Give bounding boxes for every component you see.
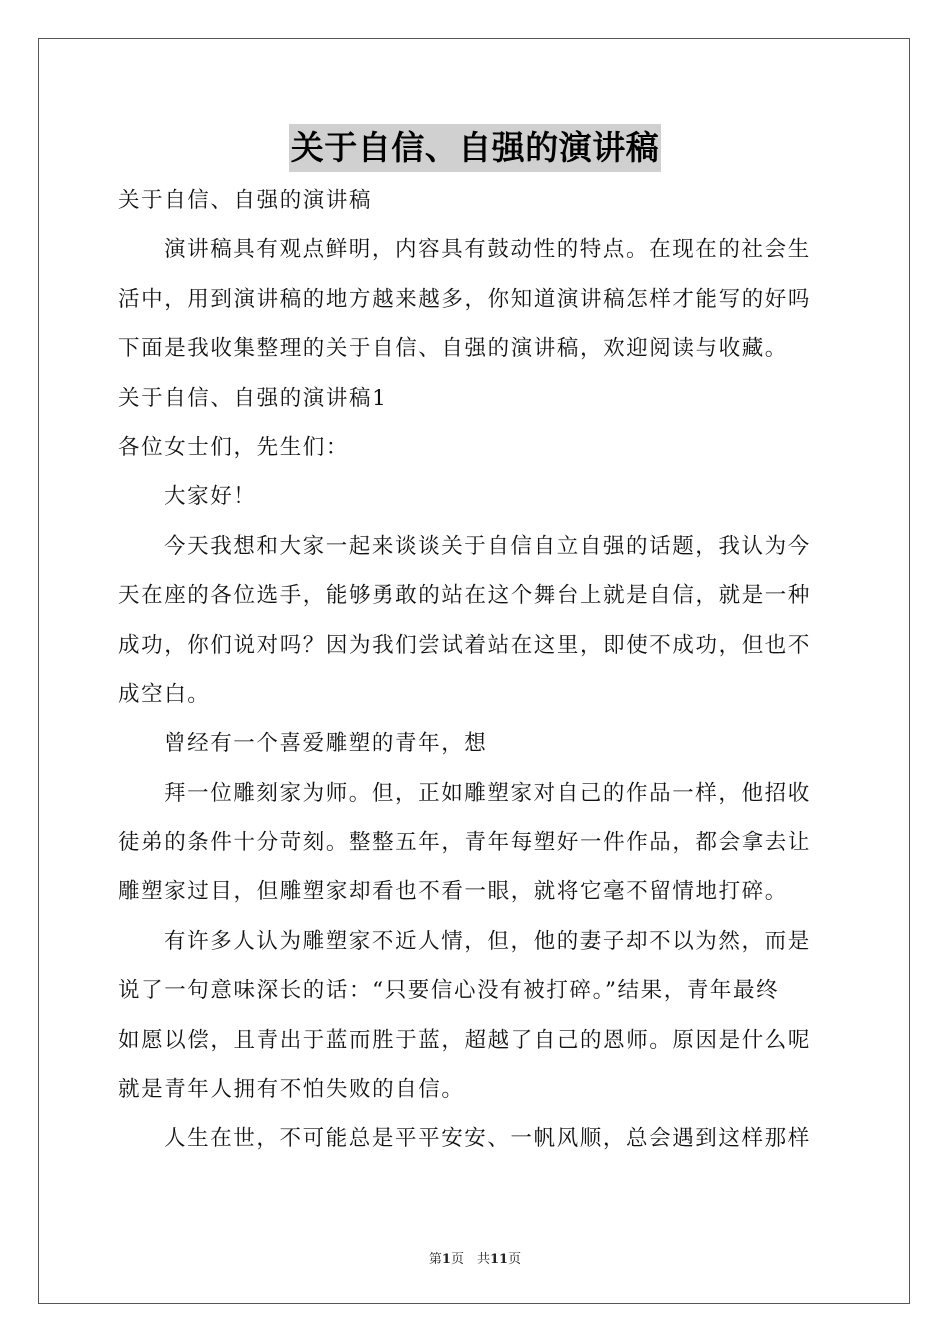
text-line: 各位女士们，先生们： (118, 434, 350, 460)
text-line: 成空白。 (118, 681, 211, 707)
footer-prefix: 第 (428, 1252, 442, 1267)
text-line: 拜一位雕刻家为师。但，正如雕塑家对自己的作品一样，他招收 (164, 780, 811, 806)
footer-suffix: 页 (508, 1252, 522, 1267)
text-line: 雕塑家过目，但雕塑家却看也不看一眼，就将它毫不留情地打碎。 (118, 879, 788, 905)
text-line: 徒弟的条件十分苛刻。整整五年，青年每塑好一件作品，都会拿去让 (118, 830, 812, 856)
text-line: 大家好！ (164, 484, 257, 510)
text-line: 关于自信、自强的演讲稿1 (118, 385, 388, 411)
title-container (0, 124, 950, 172)
footer-current-page: 1 (441, 1252, 451, 1267)
footer-total-pages: 11 (489, 1252, 509, 1267)
text-line: 演讲稿具有观点鲜明，内容具有鼓动性的特点。在现在的社会生 (164, 237, 811, 263)
document-body (118, 176, 834, 1164)
footer-mid: 页 共 (450, 1252, 490, 1267)
page-footer (0, 1248, 950, 1267)
text-line: 有许多人认为雕塑家不近人情，但，他的妻子却不以为然，而是 (164, 928, 811, 954)
document-title: 关于自信、自强的演讲稿 (289, 124, 662, 172)
text-line: 天在座的各位选手，能够勇敢的站在这个舞台上就是自信，就是一种 (118, 583, 812, 609)
text-line: 曾经有一个喜爱雕塑的青年，想 (164, 731, 488, 757)
text-line: 就是青年人拥有不怕失败的自信。 (118, 1077, 465, 1103)
text-line: 人生在世，不可能总是平平安安、一帆风顺，总会遇到这样那样 (164, 1126, 811, 1152)
text-line: 活中，用到演讲稿的地方越来越多，你知道演讲稿怎样才能写的好吗 (118, 286, 812, 312)
text-line: 成功，你们说对吗？因为我们尝试着站在这里，即使不成功，但也不 (118, 632, 812, 658)
text-line: 说了一句意味深长的话：“只要信心没有被打碎。”结果，青年最终 (118, 978, 780, 1004)
text-line: 今天我想和大家一起来谈谈关于自信自立自强的话题，我认为今 (164, 533, 811, 559)
text-line: 下面是我收集整理的关于自信、自强的演讲稿，欢迎阅读与收藏。 (118, 336, 788, 362)
text-line: 关于自信、自强的演讲稿 (118, 188, 373, 213)
text-line: 如愿以偿，且青出于蓝而胜于蓝，超越了自己的恩师。原因是什么呢 (118, 1027, 812, 1053)
